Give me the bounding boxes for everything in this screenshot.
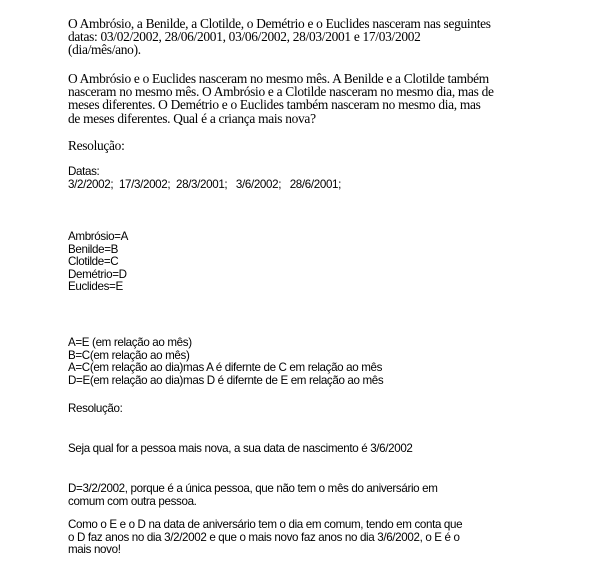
section-label: Resolução: — [68, 402, 123, 415]
relation-line: A=C(em relação ao dia)mas A é difernte de C em relação ao mês — [68, 361, 383, 375]
problem-paragraph-1 — [68, 17, 588, 57]
text-line: de meses diferentes. Qual é a criança mais nova? — [68, 110, 316, 126]
letter-line: Euclides=E — [68, 280, 123, 294]
relation-line: A=E (em relação ao mês) — [68, 336, 192, 349]
conclusion-2 — [68, 483, 588, 508]
dates-section — [68, 166, 588, 191]
conclusion-3 — [68, 519, 588, 557]
letter-line: Demétrio=D — [68, 267, 127, 281]
letter-line: Clotilde=C — [68, 255, 119, 269]
letter-line: Ambrósio=A — [68, 230, 128, 243]
text-line: meses diferentes. O Demétrio e o Euclides também nasceram no mesmo dia, mas — [68, 97, 481, 113]
solution-resolution-label — [68, 403, 588, 416]
problem-paragraph-2 — [68, 72, 588, 125]
relation-line: D=E(em relação ao dia)mas D é difernte de E em relação ao mês — [68, 373, 384, 387]
problem-resolution-label — [68, 139, 588, 152]
text-line: D=3/2/2002, porque é a única pessoa, que não tem o mês do aniversário em — [68, 482, 438, 495]
relation-line: B=C(em relação ao mês) — [68, 348, 190, 362]
section-label: Resolução: — [68, 138, 125, 153]
text-line: Seja qual for a pessoa mais nova, a sua data de nascimento é 3/6/2002 — [68, 442, 413, 455]
text-line: (dia/mês/ano). — [68, 42, 141, 58]
text-line: comum com outra pessoa. — [68, 494, 197, 508]
dates-line: 3/2/2002; 17/3/2002; 28/3/2001; 3/6/2002; 28/6/2001; — [68, 177, 342, 191]
text-line: O Ambrósio, a Benilde, a Clotilde, o Demétrio e o Euclides nasceram nas seguintes — [68, 16, 491, 31]
text-line: datas: 03/02/2002, 28/06/2001, 03/06/2002, 28/03/2001 e 17/03/2002 — [68, 29, 421, 45]
text-line: mais novo! — [68, 543, 121, 557]
text-line: nasceram no mesmo mês. O Ambrósio e a Clotilde nasceram no mesmo dia, mas de — [68, 84, 494, 100]
letters-section — [68, 231, 588, 294]
letter-line: Benilde=B — [68, 242, 119, 256]
dates-label: Datas: — [68, 165, 100, 178]
conclusion-1 — [68, 443, 588, 456]
text-line: o D faz anos no dia 3/2/2002 e que o mais novo faz anos no dia 3/6/2002, o E é o — [68, 530, 460, 544]
text-line: Como o E e o D na data de aniversário tem o dia em comum, tendo em conta que — [68, 518, 463, 531]
relations-section — [68, 337, 588, 387]
text-line: O Ambrósio e o Euclides nasceram no mesmo mês. A Benilde e a Clotilde também — [68, 71, 489, 86]
